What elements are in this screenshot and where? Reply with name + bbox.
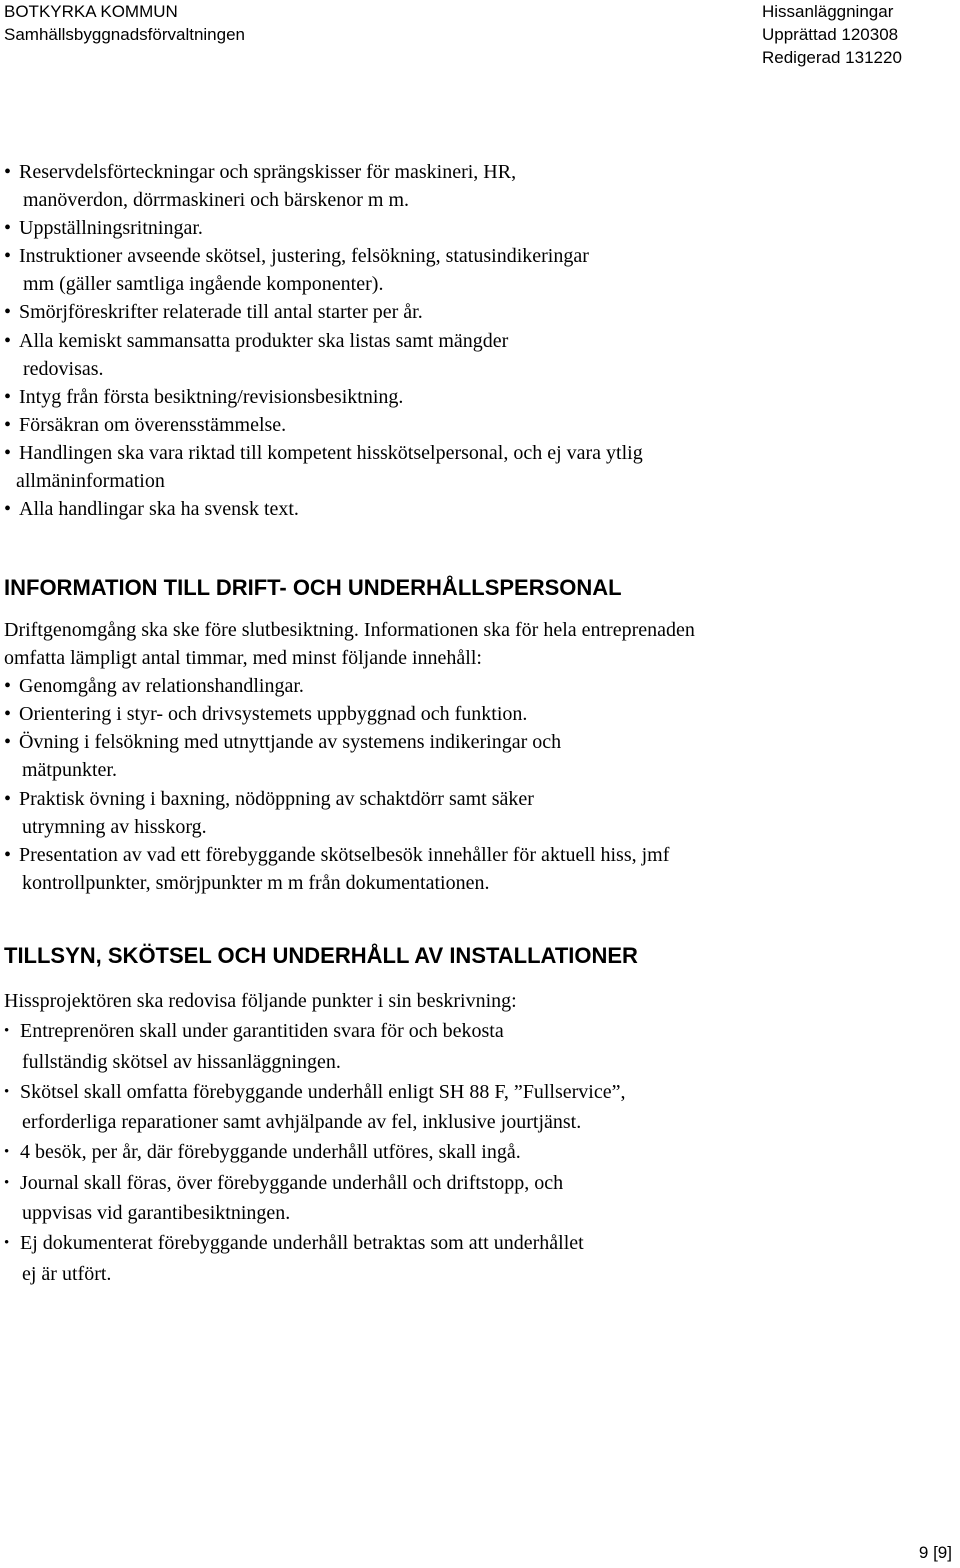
list-item-continuation: mm (gäller samtliga ingående komponenter). <box>23 273 384 296</box>
list-item: • Skötsel skall omfatta förebyggande underhåll enligt SH 88 F, ”Fullservice”, <box>4 1077 626 1107</box>
org-name: BOTKYRKA KOMMUN <box>4 2 178 21</box>
list-item: • Smörjföreskrifter relaterade till antal starter per år. <box>4 298 643 326</box>
list-item: • Alla handlingar ska ha svensk text. <box>4 495 643 523</box>
list-item-continuation: utrymning av hisskorg. <box>22 815 207 838</box>
list-item: • Uppställningsritningar. <box>4 214 643 242</box>
section-heading-maintenance: TILLSYN, SKÖTSEL OCH UNDERHÅLL AV INSTALLATIONER <box>4 943 638 968</box>
department-name: Samhällsbyggnadsförvaltningen <box>4 25 245 44</box>
list-item-continuation: mätpunkter. <box>22 759 117 782</box>
list-item: • Praktisk övning i baxning, nödöppning av schaktdörr samt säker <box>4 785 695 813</box>
maintenance-section <box>4 986 626 1289</box>
list-item: • Journal skall föras, över förebyggande underhåll och driftstopp, och <box>4 1168 626 1198</box>
list-item: • Intyg från första besiktning/revisionsbesiktning. <box>4 383 643 411</box>
list-item: • Handlingen ska vara riktad till kompetent hisskötselpersonal, och ej vara ytlig <box>4 439 643 467</box>
documentation-list <box>4 158 643 523</box>
list-item-continuation: kontrollpunkter, smörjpunkter m m från dokumentationen. <box>22 871 490 894</box>
list-item: • Övning i felsökning med utnyttjande av systemens indikeringar och <box>4 728 695 756</box>
list-item-continuation: ej är utfört. <box>22 1262 112 1285</box>
list-item: • 4 besök, per år, där förebyggande underhåll utföres, skall ingå. <box>4 1137 626 1167</box>
list-item: • Instruktioner avseende skötsel, justering, felsökning, statusindikeringar <box>4 242 643 270</box>
edited-date: Redigerad 131220 <box>762 48 902 67</box>
list-item: • Entreprenören skall under garantitiden svara för och bekosta <box>4 1016 626 1046</box>
list-item: • Genomgång av relationshandlingar. <box>4 672 695 700</box>
header-left <box>4 0 245 46</box>
list-item-continuation: uppvisas vid garantibesiktningen. <box>22 1202 291 1225</box>
section-intro: Driftgenomgång ska ske före slutbesiktning. Informationen ska för hela entreprenaden <box>4 619 695 641</box>
list-item-continuation: allmäninformation <box>16 470 165 493</box>
document-title: Hissanläggningar <box>762 2 894 21</box>
page-number: 9 [9] <box>918 1543 952 1562</box>
section-heading-information: INFORMATION TILL DRIFT- OCH UNDERHÅLLSPERSONAL <box>4 575 622 600</box>
created-date: Upprättad 120308 <box>762 25 899 44</box>
list-item-continuation: manöverdon, dörrmaskineri och bärskenor m m. <box>23 189 410 212</box>
list-item: • Alla kemiskt sammansatta produkter ska listas samt mängder <box>4 327 643 355</box>
section-intro: Hissprojektören ska redovisa följande punkter i sin beskrivning: <box>4 990 517 1012</box>
list-item: • Reservdelsförteckningar och sprängskisser för maskineri, HR, <box>4 158 643 186</box>
section-intro: omfatta lämpligt antal timmar, med minst följande innehåll: <box>4 647 482 670</box>
list-item-continuation: redovisas. <box>23 357 104 380</box>
list-item: • Presentation av vad ett förebyggande skötselbesök innehåller för aktuell hiss, jmf <box>4 841 695 869</box>
list-item: • Orientering i styr- och drivsystemets uppbyggnad och funktion. <box>4 700 695 728</box>
list-item-continuation: fullständig skötsel av hissanläggningen. <box>22 1050 341 1073</box>
list-item: • Ej dokumenterat förebyggande underhåll betraktas som att underhållet <box>4 1228 626 1258</box>
list-item: • Försäkran om överensstämmelse. <box>4 411 643 439</box>
header-right <box>762 0 902 69</box>
information-section <box>4 616 695 897</box>
list-item-continuation: erforderliga reparationer samt avhjälpande av fel, inklusive jourtjänst. <box>22 1111 582 1134</box>
